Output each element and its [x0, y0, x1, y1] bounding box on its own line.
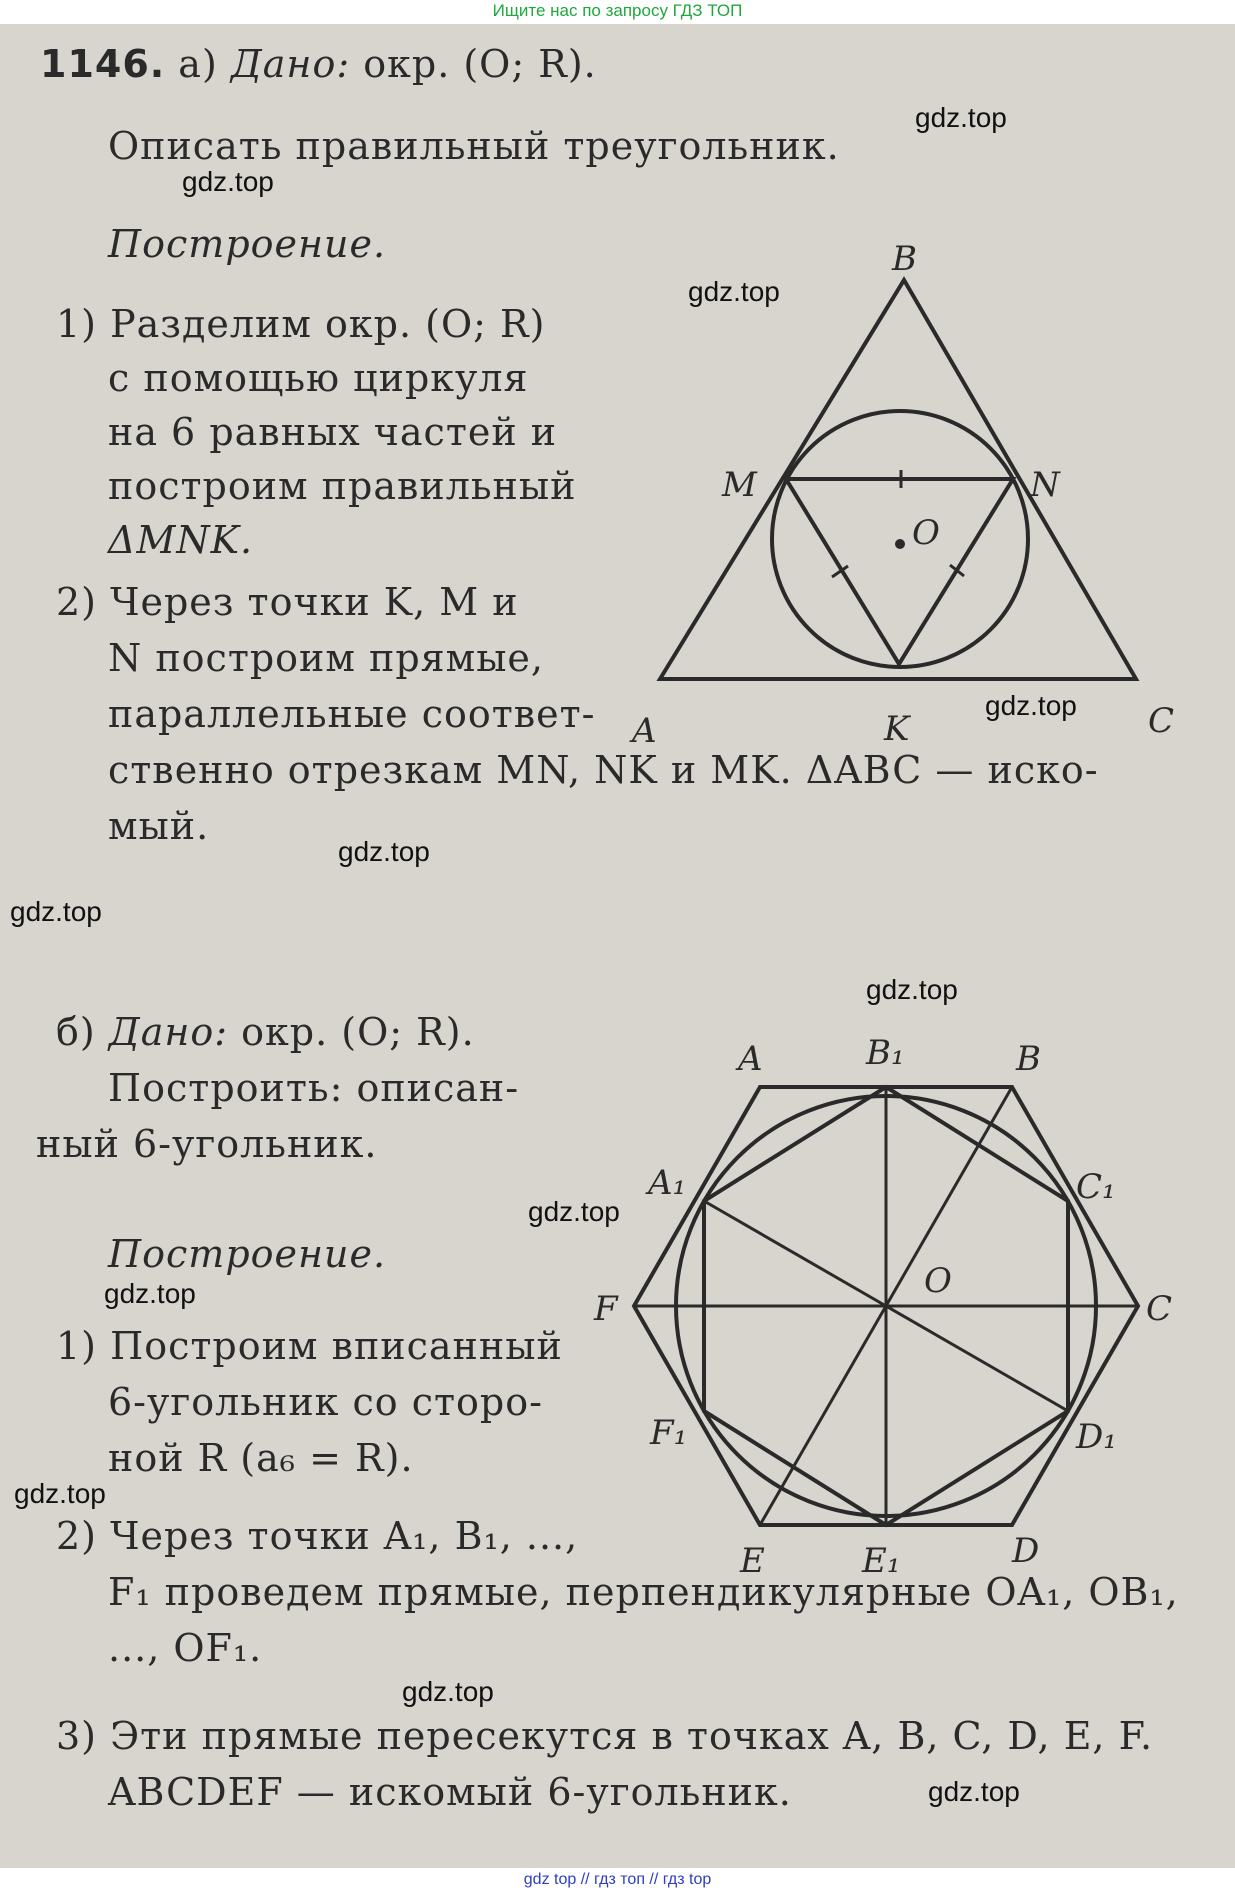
step3-b-line1: 3) Эти прямые пересекутся в точках A, B, C, D, E, F. [56, 1714, 1154, 1758]
watermark: gdz.top [104, 1278, 196, 1309]
label-hex-o: O [924, 1261, 952, 1301]
task-a: Описать правильный треугольник. [108, 124, 840, 168]
label-k: K [884, 709, 910, 749]
watermark: gdz.top [985, 690, 1077, 721]
given-label-a: Дано: [230, 42, 351, 86]
label-a1: A₁ [648, 1163, 687, 1203]
construction-title-a: Построение. [108, 222, 387, 266]
label-e1: E₁ [862, 1541, 901, 1581]
step1-b-line2: 6-угольник со сторо- [108, 1380, 543, 1424]
step2-a-line4: ственно отрезкам MN, NK и MK. ΔABC — иско- [108, 748, 1099, 792]
label-d1: D₁ [1076, 1417, 1117, 1457]
problem-b-header [56, 1010, 475, 1054]
step1-a-line1: 1) Разделим окр. (O; R) [56, 302, 546, 346]
watermark: gdz.top [928, 1776, 1020, 1807]
label-f1: F₁ [650, 1413, 688, 1453]
given-label-b: Дано: [108, 1010, 229, 1054]
label-c: C [1148, 701, 1175, 741]
step2-a-line1: 2) Через точки K, M и [56, 580, 519, 624]
problem-a-header [40, 42, 597, 86]
task-b-line1: Построить: описан- [108, 1066, 520, 1110]
label-m: M [722, 465, 757, 505]
task-b-line2: ный 6-угольник. [36, 1122, 378, 1166]
label-hex-c: C [1146, 1289, 1173, 1329]
watermark: gdz.top [338, 836, 430, 867]
step1-a-line3: на 6 равных частей и [108, 410, 558, 454]
top-banner[interactable]: Ищите нас по запросу ГДЗ ТОП [0, 0, 1235, 24]
label-hex-f: F [594, 1289, 618, 1329]
label-a: A [632, 711, 657, 751]
watermark: gdz.top [528, 1196, 620, 1227]
step2-a-line3: параллельные соответ- [108, 692, 596, 736]
step2-a-line2: N построим прямые, [108, 636, 544, 680]
step1-a-line2: с помощью циркуля [108, 356, 529, 400]
label-hex-b: B [1016, 1039, 1041, 1079]
construction-title-b: Построение. [108, 1232, 387, 1276]
label-hex-e: E [740, 1541, 765, 1581]
step2-b-line3: ..., OF₁. [108, 1626, 263, 1670]
step2-a-line5: мый. [108, 804, 210, 848]
triangle-mnk [786, 479, 1013, 664]
watermark: gdz.top [866, 974, 958, 1005]
problem-number: 1146. [40, 42, 166, 86]
step1-a-line4: построим правильный [108, 464, 577, 508]
textbook-page [0, 24, 1235, 1868]
step1-a-line5: ΔMNK. [108, 518, 254, 562]
part-b-label: б) [56, 1010, 96, 1054]
bottom-footer[interactable]: gdz top // гдз топ // гдз top [0, 1868, 1235, 1893]
step1-b-line1: 1) Построим вписанный [56, 1324, 563, 1368]
step2-b-line1: 2) Через точки A₁, B₁, ..., [56, 1514, 579, 1558]
step3-b-line2: ABCDEF — искомый 6-угольник. [108, 1770, 792, 1814]
label-c1: C₁ [1076, 1167, 1116, 1207]
watermark: gdz.top [915, 102, 1007, 133]
center-point-o [895, 539, 905, 549]
figure-a-triangle [620, 239, 1175, 764]
step2-b-line2: F₁ проведем прямые, перпендикулярные OA₁, OB₁, [108, 1570, 1179, 1614]
label-hex-d: D [1012, 1531, 1040, 1571]
watermark: gdz.top [688, 276, 780, 307]
part-a-label: а) [178, 42, 218, 86]
step1-b-line3: ной R (a₆ = R). [108, 1436, 414, 1480]
label-o: O [912, 513, 940, 553]
watermark: gdz.top [182, 166, 274, 197]
figure-b-hexagon [580, 1034, 1200, 1594]
given-text-b: окр. (O; R). [241, 1010, 475, 1054]
given-text-a: окр. (O; R). [363, 42, 597, 86]
label-n: N [1030, 465, 1060, 505]
label-b1: B₁ [866, 1033, 905, 1073]
watermark: gdz.top [402, 1676, 494, 1707]
label-b: B [892, 239, 917, 279]
watermark: gdz.top [10, 896, 102, 927]
watermark: gdz.top [14, 1478, 106, 1509]
label-hex-a: A [738, 1039, 763, 1079]
